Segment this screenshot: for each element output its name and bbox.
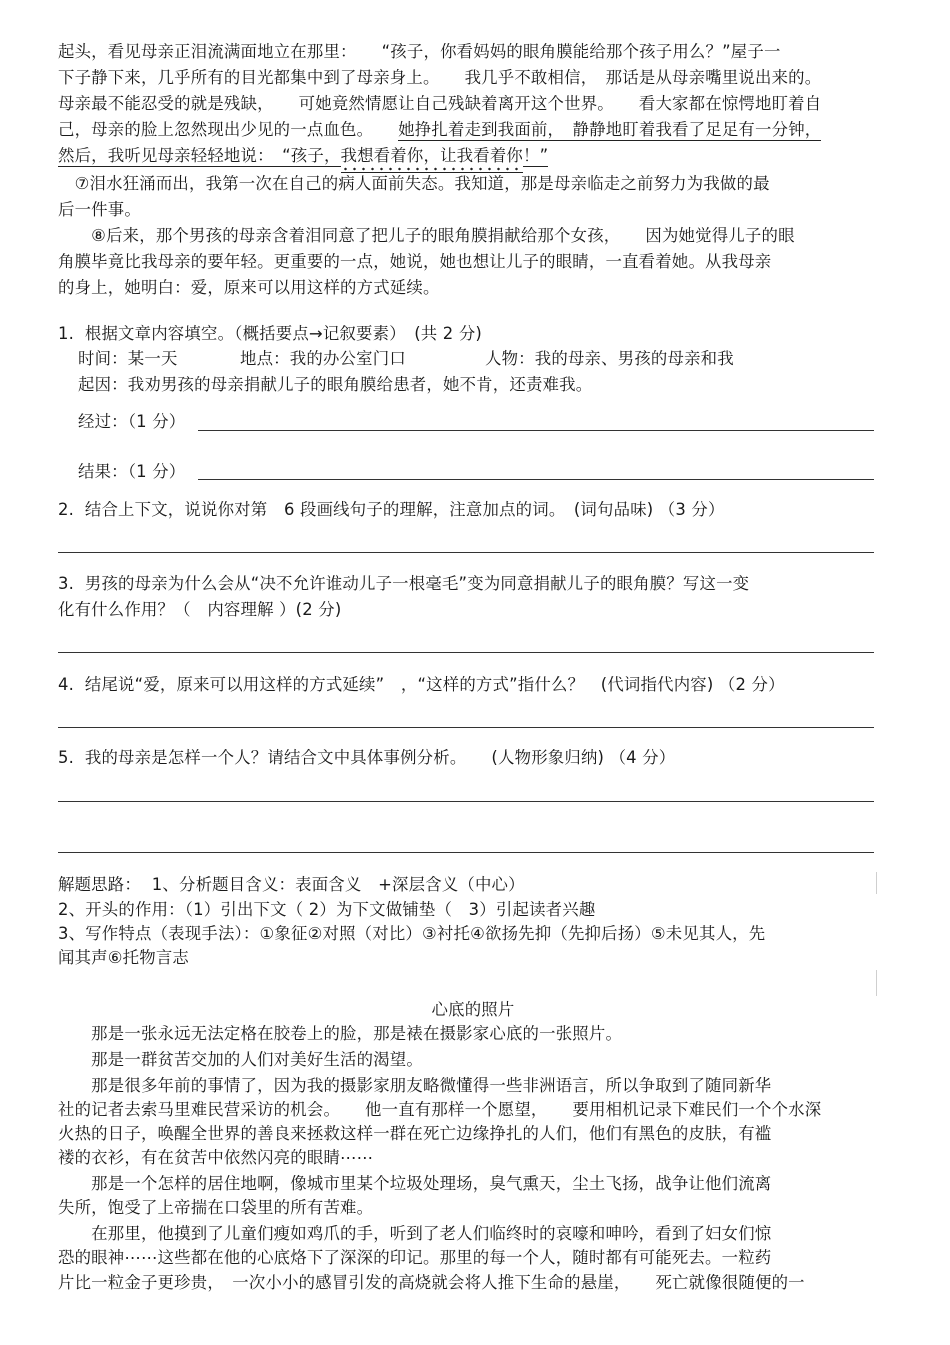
essay-line: 片比一粒金子更珍贵， 一次小小的感冒引发的高烧就会将人推下生命的悬崖， 死亡就像很随便的一 [58,1273,805,1292]
q1-result-label: 结果：（1 分） [78,462,186,481]
passage-line [58,144,888,168]
essay-line: 火热的日子，唤醒全世界的善良来拯救这样一群在死亡边缘挣扎的人们，他们有黑色的皮肤，有褴 [58,1124,772,1143]
passage-line: 母亲最不能忍受的就是残缺， 可她竟然情愿让自己残缺着离开这个世界。 看大家都在惊愕地盯着自 [58,94,822,113]
essay-title: 心底的照片 [431,1000,515,1019]
passage-line: ⑧后来，那个男孩的母亲含着泪同意了把儿子的眼角膜捐献给那个女孩， 因为她觉得儿子的眼 [58,226,795,245]
essay-line: 褛的衣衫，有在贫苦中依然闪亮的眼睛⋯⋯ [58,1148,374,1167]
passage-line [58,118,888,142]
essay-line: 那是一张永远无法定格在胶卷上的脸，那是裱在摄影家心底的一张照片。 [58,1024,623,1043]
passage-line: 下子静下来，几乎所有的目光都集中到了母亲身上。 我几乎不敢相信， 那话是从母亲嘴里说出来的。 [58,68,822,87]
passage-line: ⑦泪水狂涌而出，我第一次在自己的病人面前失态。我知道，那是母亲临走之前努力为我做的最 [58,174,770,193]
question-5: 5. 我的母亲是怎样一个人？请结合文中具体事例分析。 (人物形象归纳) （4 分） [58,748,676,767]
tips-line: 闻其声⑥托物言志 [58,948,190,967]
tips-line: 3、写作特点（表现手法）：①象征②对照（对比）③衬托④欲扬先抑（先抑后扬）⑤未见其人，先 [58,924,766,943]
passage-line: 后一件事。 [58,200,141,219]
answer-line[interactable] [58,801,874,802]
question-2: 2. 结合上下文，说说你对第 6 段画线句子的理解，注意加点的词。 (词句品味) （3 分） [58,500,725,519]
underlined-sentence: ！” [523,146,549,165]
q1-cause: 起因：我劝男孩的母亲捐献儿子的眼角膜给患者，她不肯，还责难我。 [78,375,593,394]
q1-people: 人物：我的母亲、男孩的母亲和我 [485,349,734,368]
underlined-sentence: 然后，我听见母亲轻轻地说： “孩子， [58,146,341,165]
question-3-line: 3. 男孩的母亲为什么会从“决不允许谁动儿子一根毫毛”变为同意捐献儿子的眼角膜？写这一变 [58,574,750,593]
answer-line[interactable] [198,479,874,480]
passage-line: 起头，看见母亲正泪流满面地立在那里： “孩子，你看妈妈的眼角膜能给那个孩子用么？”屋子一 [58,42,781,61]
passage-text: 己，母亲的脸上忽然现出少见的一点血色。 [58,120,366,139]
q1-time: 时间：某一天 [78,349,178,368]
essay-line: 在那里，他摸到了儿童们瘦如鸡爪的手，听到了老人们临终时的哀嚎和呻吟，看到了妇女们惊 [58,1224,772,1243]
tips-line: 解题思路： 1、分析题目含义：表面含义 +深层含义（中心） [58,875,525,894]
essay-line: 恐的眼神⋯⋯这些都在他的心底烙下了深深的印记。那里的每一个人，随时都有可能死去。一粒药 [58,1248,772,1267]
tips-box-border [876,970,877,996]
essay-line: 那是很多年前的事情了，因为我的摄影家朋友略微懂得一些非洲语言，所以争取到了随同新华 [58,1076,772,1095]
answer-line[interactable] [58,727,874,728]
passage-line: 的身上，她明白：爱，原来可以用这样的方式延续。 [58,278,440,297]
essay-line: 那是一群贫苦交加的人们对美好生活的渴望。 [58,1050,423,1069]
dotted-emphasis: 我想看着你，让我看着你 [341,146,524,173]
q1-process-label: 经过：（1 分） [78,412,186,431]
tips-line: 2、开头的作用：（1）引出下文（ 2）为下文做铺垫（ 3）引起读者兴趣 [58,900,596,919]
q1-place: 地点：我的办公室门口 [240,349,406,368]
answer-line[interactable] [58,652,874,653]
answer-line[interactable] [198,430,874,431]
essay-line: 失所，饱受了上帝揣在口袋里的所有苦难。 [58,1198,374,1217]
question-1-title: 1. 根据文章内容填空。（概括要点→记叙要素） (共 2 分) [58,324,483,343]
essay-line: 社的记者去索马里难民营采访的机会。 他一直有那样一个愿望， 要用相机记录下难民们一个个水深 [58,1100,822,1119]
answer-line[interactable] [58,852,874,853]
essay-line: 那是一个怎样的居住地啊，像城市里某个垃圾处理场，臭气熏天，尘土飞扬，战争让他们流离 [58,1174,772,1193]
passage-line: 角膜毕竟比我母亲的要年轻。更重要的一点，她说，她也想让儿子的眼睛，一直看着她。从我母亲 [58,252,772,271]
answer-line[interactable] [58,552,874,553]
question-3-line: 化有什么作用？（ 内容理解 ）(2 分) [58,600,342,619]
underlined-sentence: 她挣扎着走到我面前， 静静地盯着我看了足足有一分钟， [398,120,822,139]
question-4: 4. 结尾说“爱，原来可以用这样的方式延续” ，“这样的方式”指什么？ (代词指代内容) （2 分） [58,675,785,694]
